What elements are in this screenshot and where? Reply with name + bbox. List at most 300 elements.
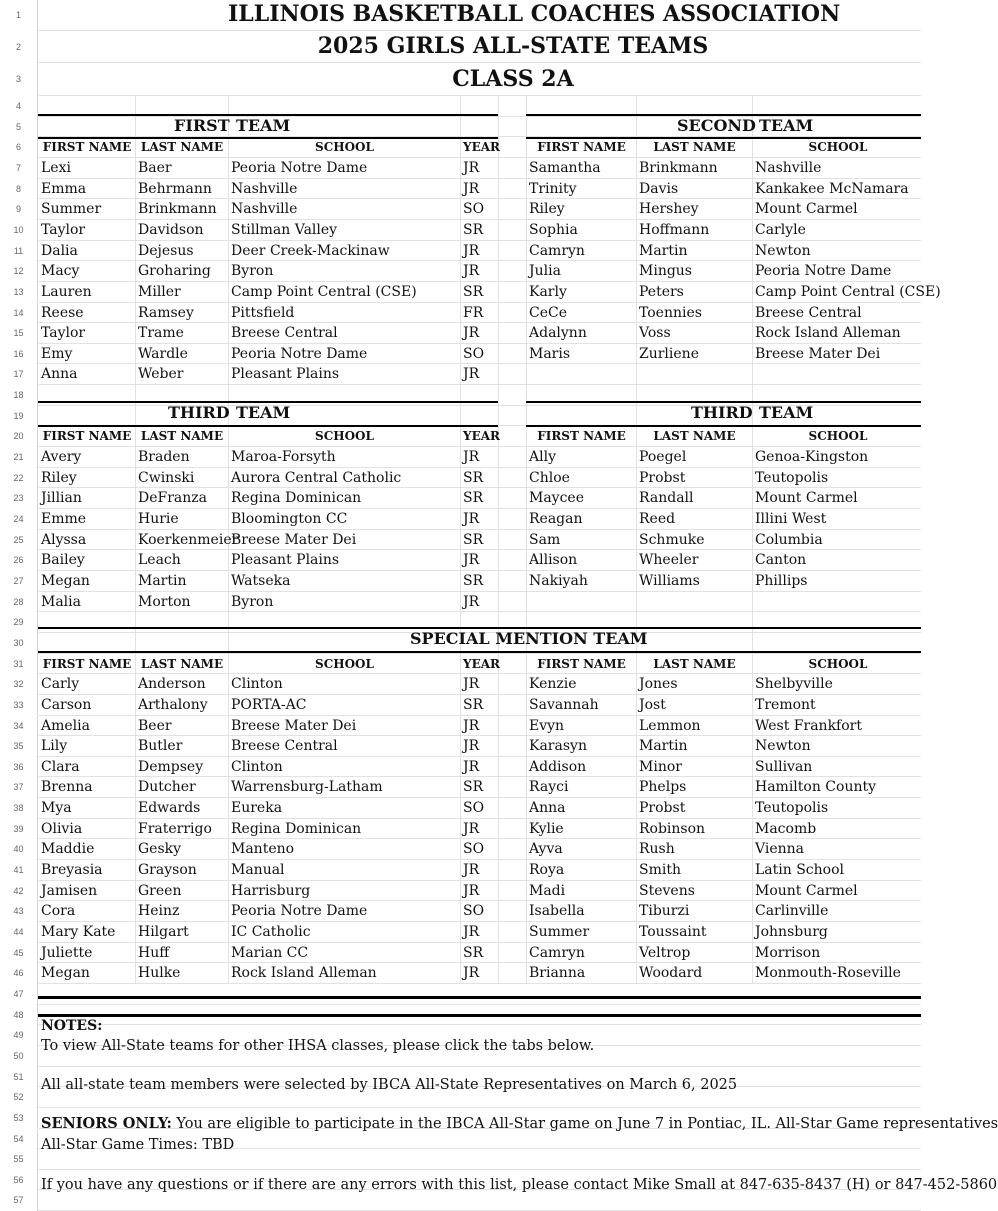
special-left-school-cell[interactable]: PORTA-AC — [231, 696, 307, 713]
third-team-right-last-name-cell[interactable]: Randall — [639, 490, 694, 507]
first-team-school-cell[interactable]: Stillman Valley — [231, 221, 338, 238]
special-right-last-name-cell[interactable]: Stevens — [639, 882, 695, 899]
row-header[interactable]: 13 — [0, 282, 38, 303]
row-header[interactable]: 55 — [0, 1149, 38, 1170]
first-team-year-cell[interactable]: FR — [463, 304, 484, 321]
special-left-year-cell[interactable]: SO — [463, 841, 485, 858]
first-team-first-name-cell[interactable]: Dalia — [41, 242, 78, 259]
second-team-first-name-cell[interactable]: Riley — [529, 201, 565, 218]
first-team-school-cell[interactable]: Pittsfield — [231, 304, 295, 321]
special-left-school-cell[interactable]: Breese Mater Dei — [231, 717, 357, 734]
second-team-school-cell[interactable]: Kankakee McNamara — [755, 180, 909, 197]
special-right-last-name-cell[interactable]: Veltrop — [639, 944, 691, 961]
third-team-left-last-name-cell[interactable]: Braden — [138, 449, 190, 466]
second-team-last-name-cell[interactable]: Toennies — [639, 304, 702, 321]
special-left-last-name-cell[interactable]: Hilgart — [138, 924, 189, 940]
second-team-first-name-cell[interactable]: Sophia — [529, 221, 578, 238]
third-team-left-first-name-cell[interactable]: Avery — [41, 449, 82, 466]
row-header[interactable]: 23 — [0, 488, 38, 509]
first-team-year-cell[interactable]: JR — [463, 242, 480, 259]
special-left-first-name-cell[interactable]: Jamisen — [41, 882, 98, 899]
first-team-last-name-cell[interactable]: Trame — [138, 325, 184, 342]
special-left-year-cell[interactable]: JR — [463, 758, 480, 775]
third-team-left-first-name-cell[interactable]: Jillian — [41, 490, 82, 507]
second-team-header-first-name[interactable]: FIRST NAME — [537, 140, 626, 155]
special-right-first-name-cell[interactable]: Ayva — [529, 841, 563, 858]
special-right-first-name-cell[interactable]: Summer — [529, 924, 590, 940]
third-team-left-school-cell[interactable]: Pleasant Plains — [231, 552, 340, 569]
row-header[interactable]: 37 — [0, 777, 38, 798]
second-team-school-cell[interactable]: Mount Carmel — [755, 201, 858, 218]
third-team-left-last-name-cell[interactable]: Morton — [138, 593, 191, 610]
special-left-school-cell[interactable]: Regina Dominican — [231, 820, 362, 837]
first-team-last-name-cell[interactable]: Davidson — [138, 221, 204, 238]
special-right-first-name-cell[interactable]: Kenzie — [529, 676, 577, 693]
special-left-year-cell[interactable]: JR — [463, 965, 480, 982]
row-header[interactable]: 49 — [0, 1025, 38, 1046]
special-left-last-name-cell[interactable]: Dutcher — [138, 779, 196, 796]
first-team-year-cell[interactable]: SR — [463, 221, 484, 238]
special-right-last-name-cell[interactable]: Rush — [639, 841, 675, 858]
second-team-header-school[interactable]: SCHOOL — [808, 140, 868, 155]
special-left-year-cell[interactable]: JR — [463, 882, 480, 899]
special-left-last-name-cell[interactable]: Green — [138, 882, 182, 899]
second-team-first-name-cell[interactable]: Maris — [529, 345, 571, 362]
row-header[interactable]: 4 — [0, 96, 38, 117]
third-team-right-first-name-cell[interactable]: Allison — [529, 552, 578, 569]
third-team-left-last-name-cell[interactable]: Leach — [138, 552, 181, 569]
first-team-first-name-cell[interactable]: Emma — [41, 180, 87, 197]
row-header[interactable]: 56 — [0, 1170, 38, 1191]
third-team-right-first-name-cell[interactable]: Ally — [529, 449, 556, 466]
row-header[interactable]: 8 — [0, 179, 38, 200]
special-left-year-cell[interactable]: SR — [463, 944, 484, 961]
special-left-first-name-cell[interactable]: Brenna — [41, 779, 93, 796]
first-team-first-name-cell[interactable]: Reese — [41, 304, 84, 321]
special-left-last-name-cell[interactable]: Gesky — [138, 841, 182, 858]
second-team-last-name-cell[interactable]: Hershey — [639, 201, 699, 218]
special-left-first-name-cell[interactable]: Megan — [41, 965, 90, 982]
first-team-school-cell[interactable]: Breese Central — [231, 325, 338, 342]
row-header[interactable]: 27 — [0, 571, 38, 592]
third-team-left-school-cell[interactable]: Byron — [231, 593, 274, 610]
second-team-last-name-cell[interactable]: Peters — [639, 283, 684, 300]
third-team-right-last-name-cell[interactable]: Wheeler — [639, 552, 699, 569]
third-team-right-school-cell[interactable]: Canton — [755, 552, 807, 569]
first-team-first-name-cell[interactable]: Summer — [41, 201, 102, 218]
row-header[interactable]: 38 — [0, 798, 38, 819]
row-header[interactable]: 29 — [0, 612, 38, 633]
third-team-right-school-cell[interactable]: Columbia — [755, 531, 823, 548]
second-team-school-cell[interactable]: Rock Island Alleman — [755, 325, 901, 342]
second-team-first-name-cell[interactable]: Samantha — [529, 159, 601, 176]
special-right-header-first-name[interactable]: FIRST NAME — [537, 656, 626, 671]
third-team-left-year-cell[interactable]: SR — [463, 572, 484, 589]
special-right-first-name-cell[interactable]: Addison — [529, 758, 587, 775]
second-team-last-name-cell[interactable]: Mingus — [639, 263, 692, 280]
row-header[interactable]: 40 — [0, 839, 38, 860]
first-team-school-cell[interactable]: Nashville — [231, 201, 298, 218]
special-left-last-name-cell[interactable]: Grayson — [138, 862, 197, 879]
first-team-first-name-cell[interactable]: Lexi — [41, 159, 71, 176]
special-left-first-name-cell[interactable]: Juliette — [41, 944, 93, 961]
second-team-school-cell[interactable]: Carlyle — [755, 221, 806, 238]
third-team-left-year-cell[interactable]: SR — [463, 490, 484, 507]
special-left-school-cell[interactable]: Breese Central — [231, 738, 338, 755]
third-team-right-school-cell[interactable]: Phillips — [755, 572, 808, 589]
first-team-school-cell[interactable]: Peoria Notre Dame — [231, 345, 368, 362]
special-right-last-name-cell[interactable]: Toussaint — [639, 924, 707, 940]
second-team-school-cell[interactable]: Camp Point Central (CSE) — [755, 283, 941, 300]
row-header[interactable]: 25 — [0, 530, 38, 551]
third-team-left-last-name-cell[interactable]: Koerkenmeier — [138, 531, 239, 548]
special-left-last-name-cell[interactable]: Huff — [138, 944, 170, 961]
third-team-right-last-name-cell[interactable]: Probst — [639, 469, 686, 486]
third-team-left-first-name-cell[interactable]: Emme — [41, 511, 87, 527]
special-right-school-cell[interactable]: Macomb — [755, 820, 817, 837]
third-team-left-last-name-cell[interactable]: DeFranza — [138, 490, 208, 507]
first-team-first-name-cell[interactable]: Macy — [41, 263, 80, 280]
first-team-first-name-cell[interactable]: Taylor — [41, 221, 86, 238]
special-left-first-name-cell[interactable]: Mary Kate — [41, 924, 116, 940]
third-team-left-school-cell[interactable]: Breese Mater Dei — [231, 531, 357, 548]
special-right-first-name-cell[interactable]: Isabella — [529, 903, 585, 920]
special-right-last-name-cell[interactable]: Minor — [639, 758, 682, 775]
special-right-last-name-cell[interactable]: Tiburzi — [639, 903, 690, 920]
special-right-last-name-cell[interactable]: Woodard — [639, 965, 703, 982]
second-team-first-name-cell[interactable]: Karly — [529, 283, 567, 300]
third-team-right-first-name-cell[interactable]: Chloe — [529, 469, 570, 486]
first-team-last-name-cell[interactable]: Weber — [138, 366, 184, 383]
row-header[interactable]: 28 — [0, 592, 38, 613]
first-team-first-name-cell[interactable]: Emy — [41, 345, 73, 362]
special-right-last-name-cell[interactable]: Robinson — [639, 820, 706, 837]
special-right-last-name-cell[interactable]: Jost — [639, 696, 666, 713]
special-right-school-cell[interactable]: Johnsburg — [755, 924, 828, 940]
special-right-header-last-name[interactable]: LAST NAME — [653, 656, 736, 671]
special-left-last-name-cell[interactable]: Butler — [138, 738, 183, 755]
row-header[interactable]: 43 — [0, 901, 38, 922]
second-team-school-cell[interactable]: Peoria Notre Dame — [755, 263, 892, 280]
special-right-header-school[interactable]: SCHOOL — [808, 656, 868, 671]
special-left-year-cell[interactable]: SR — [463, 779, 484, 796]
special-left-first-name-cell[interactable]: Mya — [41, 800, 72, 817]
special-left-school-cell[interactable]: Harrisburg — [231, 882, 311, 899]
second-team-school-cell[interactable]: Breese Central — [755, 304, 862, 321]
first-team-last-name-cell[interactable]: Ramsey — [138, 304, 194, 321]
special-left-last-name-cell[interactable]: Dempsey — [138, 758, 204, 775]
first-team-school-cell[interactable]: Camp Point Central (CSE) — [231, 283, 417, 300]
special-left-year-cell[interactable]: JR — [463, 676, 480, 693]
row-header[interactable]: 54 — [0, 1129, 38, 1150]
special-right-school-cell[interactable]: Mount Carmel — [755, 882, 858, 899]
first-team-school-cell[interactable]: Deer Creek-Mackinaw — [231, 242, 390, 259]
row-header[interactable]: 51 — [0, 1067, 38, 1088]
third-team-left-year-cell[interactable]: JR — [463, 511, 480, 527]
special-left-header-first-name[interactable]: FIRST NAME — [42, 656, 132, 671]
special-right-last-name-cell[interactable]: Jones — [639, 676, 678, 693]
second-team-first-name-cell[interactable]: Julia — [529, 263, 561, 280]
second-team-first-name-cell[interactable]: Camryn — [529, 242, 585, 259]
third-team-left-last-name-cell[interactable]: Martin — [138, 572, 187, 589]
third-team-right-first-name-cell[interactable]: Maycee — [529, 490, 585, 507]
row-header[interactable]: 15 — [0, 323, 38, 344]
first-team-last-name-cell[interactable]: Brinkmann — [138, 201, 217, 218]
third-team-left-header-year[interactable]: YEAR — [463, 429, 500, 444]
special-left-first-name-cell[interactable]: Olivia — [41, 820, 83, 837]
special-right-first-name-cell[interactable]: Karasyn — [529, 738, 587, 755]
row-header[interactable]: 3 — [0, 63, 38, 96]
row-header[interactable]: 16 — [0, 344, 38, 365]
special-right-first-name-cell[interactable]: Kylie — [529, 820, 564, 837]
first-team-header-first-name[interactable]: FIRST NAME — [42, 140, 132, 155]
row-header[interactable]: 22 — [0, 468, 38, 489]
special-right-first-name-cell[interactable]: Evyn — [529, 717, 565, 734]
special-left-school-cell[interactable]: Clinton — [231, 758, 283, 775]
third-team-left-last-name-cell[interactable]: Cwinski — [138, 469, 195, 486]
third-team-left-school-cell[interactable]: Regina Dominican — [231, 490, 362, 507]
first-team-school-cell[interactable]: Byron — [231, 263, 274, 280]
special-left-school-cell[interactable]: Eureka — [231, 800, 283, 817]
second-team-header-last-name[interactable]: LAST NAME — [653, 140, 736, 155]
third-team-left-school-cell[interactable]: Aurora Central Catholic — [231, 469, 402, 486]
special-right-school-cell[interactable]: Tremont — [755, 696, 816, 713]
row-header[interactable]: 41 — [0, 860, 38, 881]
third-team-right-last-name-cell[interactable]: Poegel — [639, 449, 687, 466]
third-team-right-first-name-cell[interactable]: Sam — [529, 531, 561, 548]
third-team-right-header-last-name[interactable]: LAST NAME — [653, 429, 736, 444]
third-team-left-school-cell[interactable]: Watseka — [231, 572, 291, 589]
special-right-first-name-cell[interactable]: Savannah — [529, 696, 599, 713]
special-left-school-cell[interactable]: Rock Island Alleman — [231, 965, 377, 982]
third-team-right-last-name-cell[interactable]: Schmuke — [639, 531, 705, 548]
third-team-right-header-school[interactable]: SCHOOL — [808, 429, 868, 444]
row-header[interactable]: 10 — [0, 220, 38, 241]
row-header[interactable]: 44 — [0, 922, 38, 943]
special-left-year-cell[interactable]: JR — [463, 738, 480, 755]
third-team-left-header-last-name[interactable]: LAST NAME — [140, 429, 224, 444]
first-team-first-name-cell[interactable]: Lauren — [41, 283, 92, 300]
special-left-last-name-cell[interactable]: Beer — [138, 717, 172, 734]
third-team-right-first-name-cell[interactable]: Reagan — [529, 511, 583, 527]
row-header[interactable]: 39 — [0, 819, 38, 840]
third-team-left-first-name-cell[interactable]: Malia — [41, 593, 81, 610]
first-team-last-name-cell[interactable]: Dejesus — [138, 242, 194, 259]
special-right-first-name-cell[interactable]: Camryn — [529, 944, 585, 961]
third-team-right-school-cell[interactable]: Teutopolis — [755, 469, 829, 486]
special-right-last-name-cell[interactable]: Probst — [639, 800, 686, 817]
third-team-right-last-name-cell[interactable]: Williams — [639, 572, 700, 589]
second-team-first-name-cell[interactable]: Trinity — [529, 180, 577, 197]
special-right-school-cell[interactable]: Teutopolis — [755, 800, 829, 817]
special-right-first-name-cell[interactable]: Brianna — [529, 965, 586, 982]
first-team-first-name-cell[interactable]: Anna — [41, 366, 78, 383]
first-team-year-cell[interactable]: SO — [463, 345, 485, 362]
third-team-left-year-cell[interactable]: SR — [463, 469, 484, 486]
special-right-school-cell[interactable]: Carlinville — [755, 903, 829, 920]
special-right-first-name-cell[interactable]: Madi — [529, 882, 566, 899]
row-header[interactable]: 11 — [0, 241, 38, 262]
second-team-school-cell[interactable]: Breese Mater Dei — [755, 345, 881, 362]
special-right-last-name-cell[interactable]: Martin — [639, 738, 688, 755]
row-header[interactable]: 6 — [0, 137, 38, 158]
special-left-first-name-cell[interactable]: Carly — [41, 676, 80, 693]
third-team-left-school-cell[interactable]: Maroa-Forsyth — [231, 449, 336, 466]
first-team-last-name-cell[interactable]: Groharing — [138, 263, 211, 280]
special-left-last-name-cell[interactable]: Heinz — [138, 903, 180, 920]
first-team-last-name-cell[interactable]: Wardle — [138, 345, 188, 362]
special-left-year-cell[interactable]: SR — [463, 696, 484, 713]
special-right-school-cell[interactable]: Monmouth-Roseville — [755, 965, 901, 982]
special-left-year-cell[interactable]: SO — [463, 903, 485, 920]
special-right-school-cell[interactable]: Morrison — [755, 944, 821, 961]
special-left-first-name-cell[interactable]: Carson — [41, 696, 92, 713]
row-header[interactable]: 57 — [0, 1190, 38, 1211]
third-team-right-school-cell[interactable]: Genoa-Kingston — [755, 449, 869, 466]
first-team-year-cell[interactable]: JR — [463, 159, 480, 176]
special-left-year-cell[interactable]: SO — [463, 800, 485, 817]
special-right-last-name-cell[interactable]: Lemmon — [639, 717, 701, 734]
special-left-year-cell[interactable]: JR — [463, 862, 480, 879]
third-team-right-last-name-cell[interactable]: Reed — [639, 511, 676, 527]
second-team-last-name-cell[interactable]: Davis — [639, 180, 679, 197]
row-header[interactable]: 33 — [0, 695, 38, 716]
special-right-first-name-cell[interactable]: Anna — [529, 800, 566, 817]
special-right-last-name-cell[interactable]: Phelps — [639, 779, 687, 796]
first-team-header-last-name[interactable]: LAST NAME — [140, 140, 224, 155]
row-header[interactable]: 53 — [0, 1108, 38, 1129]
special-left-school-cell[interactable]: Clinton — [231, 676, 283, 693]
first-team-year-cell[interactable]: JR — [463, 366, 480, 383]
second-team-school-cell[interactable]: Nashville — [755, 159, 822, 176]
first-team-school-cell[interactable]: Nashville — [231, 180, 298, 197]
first-team-year-cell[interactable]: SR — [463, 283, 484, 300]
row-header[interactable]: 19 — [0, 406, 38, 427]
special-right-school-cell[interactable]: Newton — [755, 738, 811, 755]
second-team-first-name-cell[interactable]: CeCe — [529, 304, 567, 321]
special-right-school-cell[interactable]: Hamilton County — [755, 779, 877, 796]
special-left-year-cell[interactable]: JR — [463, 820, 480, 837]
row-header[interactable]: 26 — [0, 550, 38, 571]
special-left-year-cell[interactable]: JR — [463, 924, 480, 940]
row-header[interactable]: 48 — [0, 1005, 38, 1026]
third-team-left-last-name-cell[interactable]: Hurie — [138, 511, 179, 527]
row-header[interactable]: 46 — [0, 963, 38, 984]
first-team-year-cell[interactable]: JR — [463, 180, 480, 197]
second-team-last-name-cell[interactable]: Brinkmann — [639, 159, 718, 176]
first-team-year-cell[interactable]: JR — [463, 263, 480, 280]
second-team-last-name-cell[interactable]: Zurliene — [639, 345, 699, 362]
special-left-first-name-cell[interactable]: Lily — [41, 738, 68, 755]
row-header[interactable]: 30 — [0, 633, 38, 654]
third-team-left-first-name-cell[interactable]: Bailey — [41, 552, 85, 569]
first-team-school-cell[interactable]: Peoria Notre Dame — [231, 159, 368, 176]
third-team-left-year-cell[interactable]: JR — [463, 449, 480, 466]
row-header[interactable]: 21 — [0, 447, 38, 468]
special-right-school-cell[interactable]: Shelbyville — [755, 676, 833, 693]
third-team-right-header-first-name[interactable]: FIRST NAME — [537, 429, 626, 444]
row-header[interactable]: 45 — [0, 943, 38, 964]
second-team-school-cell[interactable]: Newton — [755, 242, 811, 259]
special-right-school-cell[interactable]: West Frankfort — [755, 717, 862, 734]
special-left-first-name-cell[interactable]: Breyasia — [41, 862, 103, 879]
row-header[interactable]: 47 — [0, 984, 38, 1005]
first-team-school-cell[interactable]: Pleasant Plains — [231, 366, 340, 383]
first-team-header-year[interactable]: YEAR — [463, 140, 500, 155]
row-header[interactable]: 5 — [0, 117, 38, 138]
third-team-left-school-cell[interactable]: Bloomington CC — [231, 511, 348, 527]
special-left-last-name-cell[interactable]: Edwards — [138, 800, 201, 817]
third-team-right-school-cell[interactable]: Mount Carmel — [755, 490, 858, 507]
first-team-year-cell[interactable]: JR — [463, 325, 480, 342]
first-team-header-school[interactable]: SCHOOL — [315, 140, 374, 155]
first-team-last-name-cell[interactable]: Baer — [138, 159, 172, 176]
row-header[interactable]: 36 — [0, 757, 38, 778]
third-team-left-year-cell[interactable]: JR — [463, 552, 480, 569]
special-left-last-name-cell[interactable]: Arthalony — [138, 696, 208, 713]
row-header[interactable]: 1 — [0, 0, 38, 31]
third-team-left-first-name-cell[interactable]: Alyssa — [41, 531, 87, 548]
special-right-last-name-cell[interactable]: Smith — [639, 862, 681, 879]
special-left-last-name-cell[interactable]: Hulke — [138, 965, 181, 982]
special-right-first-name-cell[interactable]: Rayci — [529, 779, 569, 796]
second-team-first-name-cell[interactable]: Adalynn — [529, 325, 587, 342]
row-header[interactable]: 17 — [0, 364, 38, 385]
row-header[interactable]: 52 — [0, 1087, 38, 1108]
first-team-first-name-cell[interactable]: Taylor — [41, 325, 86, 342]
special-left-header-last-name[interactable]: LAST NAME — [140, 656, 224, 671]
row-header[interactable]: 35 — [0, 736, 38, 757]
row-header[interactable]: 9 — [0, 199, 38, 220]
row-header[interactable]: 42 — [0, 881, 38, 902]
row-header[interactable]: 20 — [0, 426, 38, 447]
special-left-header-year[interactable]: YEAR — [463, 656, 500, 671]
special-left-first-name-cell[interactable]: Clara — [41, 758, 80, 775]
row-header[interactable]: 12 — [0, 261, 38, 282]
special-left-school-cell[interactable]: Warrensburg-Latham — [231, 779, 383, 796]
special-left-first-name-cell[interactable]: Amelia — [41, 717, 90, 734]
special-left-school-cell[interactable]: Manteno — [231, 841, 295, 858]
row-header[interactable]: 34 — [0, 716, 38, 737]
special-left-school-cell[interactable]: Peoria Notre Dame — [231, 903, 368, 920]
special-left-first-name-cell[interactable]: Cora — [41, 903, 76, 920]
special-left-last-name-cell[interactable]: Fraterrigo — [138, 820, 212, 837]
row-header[interactable]: 7 — [0, 158, 38, 179]
row-header[interactable]: 2 — [0, 31, 38, 63]
third-team-left-first-name-cell[interactable]: Megan — [41, 572, 90, 589]
special-left-header-school[interactable]: SCHOOL — [315, 656, 374, 671]
row-header[interactable]: 18 — [0, 385, 38, 406]
first-team-year-cell[interactable]: SO — [463, 201, 485, 218]
third-team-left-first-name-cell[interactable]: Riley — [41, 469, 77, 486]
special-left-school-cell[interactable]: Marian CC — [231, 944, 309, 961]
special-right-school-cell[interactable]: Sullivan — [755, 758, 813, 775]
special-left-school-cell[interactable]: Manual — [231, 862, 285, 879]
third-team-left-header-school[interactable]: SCHOOL — [315, 429, 374, 444]
second-team-last-name-cell[interactable]: Voss — [639, 325, 671, 342]
third-team-right-school-cell[interactable]: Illini West — [755, 511, 827, 527]
special-right-school-cell[interactable]: Vienna — [755, 841, 805, 858]
row-header[interactable]: 14 — [0, 303, 38, 324]
first-team-last-name-cell[interactable]: Miller — [138, 283, 181, 300]
special-right-first-name-cell[interactable]: Roya — [529, 862, 565, 879]
third-team-left-header-first-name[interactable]: FIRST NAME — [42, 429, 132, 444]
row-header[interactable]: 50 — [0, 1046, 38, 1067]
row-header[interactable]: 24 — [0, 509, 38, 530]
third-team-left-year-cell[interactable]: SR — [463, 531, 484, 548]
second-team-last-name-cell[interactable]: Martin — [639, 242, 688, 259]
special-left-last-name-cell[interactable]: Anderson — [138, 676, 206, 693]
